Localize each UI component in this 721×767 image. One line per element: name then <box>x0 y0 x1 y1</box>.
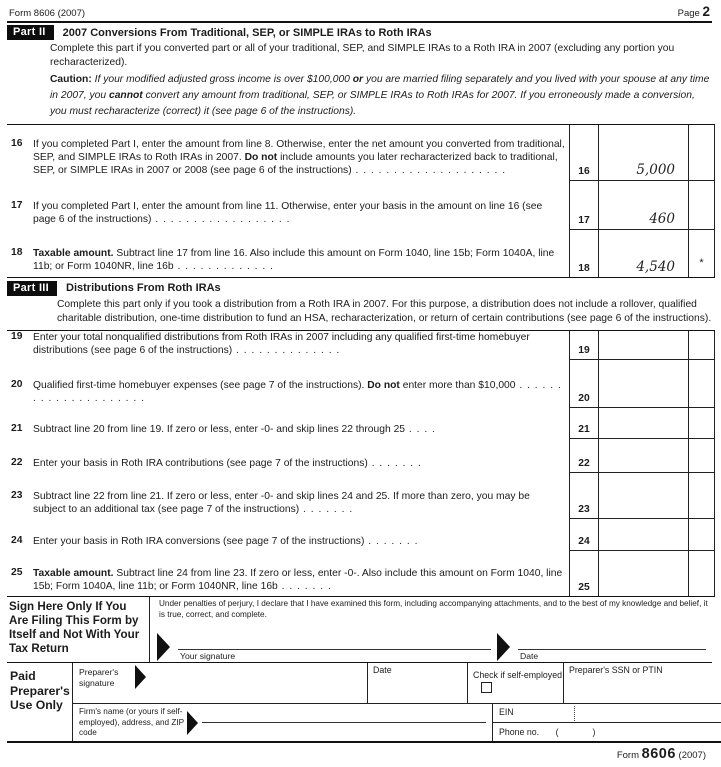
line-22-box-label: 22 <box>569 439 599 473</box>
line-25-number: 25 <box>11 566 23 578</box>
line-20-box-label: 20 <box>569 360 599 408</box>
sign-here-section <box>7 597 712 663</box>
line-24-box-label: 24 <box>569 519 599 551</box>
line-22-text: Enter your basis in Roth IRA contributions (see page 7 of the instructions) . . . . . . . <box>33 457 422 469</box>
page-footer: Form 8606 (2007) <box>616 746 706 763</box>
line-18-amount-field[interactable]: 4,540 <box>599 230 689 277</box>
page-indicator: Page 2 <box>677 4 710 19</box>
line-22-number: 22 <box>11 456 23 468</box>
line-16-amount-field[interactable]: 5,000 <box>599 125 689 181</box>
paid-preparer-label: Paid Preparer's Use Only <box>7 663 73 741</box>
dot-leader: . . . . . . . <box>299 503 354 515</box>
line-21-cents-field[interactable] <box>689 408 715 439</box>
line-20-row <box>7 360 715 408</box>
line-19-text: Enter your total nonqualified distributions from Roth IRAs in 2007 including any qualified first-time homebuyer distributions (see page 6 of the instructions) . . . . . . . . . . . . . . <box>33 331 530 356</box>
line-16-box-label: 16 <box>569 125 599 181</box>
line-19-amount-field[interactable] <box>599 331 689 360</box>
part3-line-table <box>7 330 715 597</box>
line-21-number: 21 <box>11 422 23 434</box>
firm-name-label: Firm's name (or yours if self-employed), address, and ZIP code <box>79 707 184 737</box>
part3-badge: Part III <box>7 281 57 296</box>
line-21-amount-field[interactable] <box>599 408 689 439</box>
footer-form-number: 8606 <box>641 746 676 763</box>
line-24-cents-field[interactable] <box>689 519 715 551</box>
part3-header <box>7 281 712 296</box>
paid-preparer-section <box>7 663 721 743</box>
line-25-cents-field[interactable] <box>689 551 715 596</box>
signature-arrow-icon <box>157 633 170 661</box>
dot-leader: . . . . . . . . . . . . . . <box>232 344 341 356</box>
part2-title: 2007 Conversions From Traditional, SEP, or SIMPLE IRAs to Roth IRAs <box>62 26 432 39</box>
line-25-text: Taxable amount. Subtract line 24 from line 23. If zero or less, enter -0-. Also include this amount on Form 1040, line 15b; Form 1040A, line 11b; or Form 1040NR, line 16b . . . . . . . <box>33 567 563 592</box>
line-23-amount-field[interactable] <box>599 473 689 519</box>
page-header <box>7 3 712 21</box>
self-employed-checkbox[interactable] <box>481 682 492 693</box>
phone-field[interactable]: Phone no. ( ) <box>499 726 596 737</box>
perjury-statement: Under penalties of perjury, I declare that I have examined this form, including accompanying attachments, and to the best of my knowledge and belief, it is true, correct, and complete. <box>159 599 708 619</box>
date-arrow-icon <box>497 633 510 661</box>
line-16-text: If you completed Part I, enter the amount from line 8. Otherwise, enter the net amount you converted from traditional, SEP, and SIMPLE IRAs to Roth IRAs in 2007. Do not include amounts you later recharacterized back to traditional, SEP, or SIMPLE IRAs in 2007 or 2008 (see page 6 of the instructions) . . . . . . . . . . . . . . . . . . . . <box>33 138 565 177</box>
preparer-ssn-label: Preparer's SSN or PTIN <box>569 665 663 676</box>
line-23-cents-field[interactable] <box>689 473 715 519</box>
part2-caution: Caution: If your modified adjusted gross income is over $100,000 or you are married filing separately and you lived with your spouse at any time in 2007, you cannot convert any amount from traditional, SEP, or SIMPLE IRAs to Roth IRAs for 2007. If you erroneously made a conversion, you must recharacterize (correct) it (see page 6 of the instructions). <box>50 74 710 117</box>
part2-badge: Part II <box>7 25 54 40</box>
firm-name-arrow-icon <box>187 711 198 735</box>
part3-intro: Complete this part only if you took a distribution from a Roth IRA in 2007. For this purpose, a distribution does not include a rollover, qualified charitable distribution, one-time distribution to fund an HSA, recharacterization, or return of certain contributions (see page 6 of the instructions). <box>57 298 712 325</box>
line-18-number: 18 <box>11 247 23 259</box>
part2-intro: Complete this part if you converted part or all of your traditional, SEP, and SIMPLE IRAs to a Roth IRA in 2007 (excluding any portion you recharacterized). <box>50 43 675 68</box>
line-23-text: Subtract line 22 from line 21. If zero or less, enter -0- and skip lines 24 and 25. If more than zero, you may be subject to an additional tax (see page 7 of the instructions) . . . . . . . <box>33 490 530 515</box>
line-23-box-label: 23 <box>569 473 599 519</box>
form-id-label: Form 8606 (2007) <box>9 8 86 19</box>
preparer-date-field[interactable] <box>367 663 467 703</box>
line-17-cents-field[interactable] <box>689 181 715 230</box>
line-17-amount-field[interactable]: 460 <box>599 181 689 230</box>
line-17-text: If you completed Part I, enter the amount from line 11. Otherwise, enter your basis in the amount on line 16 (see page 6 of the instructions) . . . . . . . . . . . . . . . . . . <box>33 201 543 226</box>
line-25-row <box>7 551 715 596</box>
dot-leader: . . . . <box>405 423 436 435</box>
ein-divider <box>574 706 575 721</box>
line-24-row <box>7 519 715 551</box>
page-number: 2 <box>702 4 710 19</box>
header-rule <box>7 21 712 23</box>
line-24-text: Enter your basis in Roth IRA conversions (see page 7 of the instructions) . . . . . . . <box>33 535 419 547</box>
dot-leader: . . . . . . . . . . . . . . . . . . <box>151 214 291 226</box>
line-24-amount-field[interactable] <box>599 519 689 551</box>
dot-leader: . . . . . . . <box>364 535 419 547</box>
dot-leader: . . . . . . . <box>277 580 332 592</box>
line-23-row <box>7 473 715 519</box>
dot-leader: . . . . . . . . . . . . . . . . . . . . . <box>33 379 562 404</box>
line-20-cents-field[interactable] <box>689 360 715 408</box>
dot-leader: . . . . . . . <box>367 457 422 469</box>
line-25-amount-field[interactable] <box>599 551 689 596</box>
phone-label: Phone no. <box>499 726 540 737</box>
line-18-box-label: 18 <box>569 230 599 277</box>
self-employed-cell <box>467 663 563 703</box>
line-24-number: 24 <box>11 534 23 546</box>
line-18-text: Taxable amount. Subtract line 17 from line 16. Also include this amount on Form 1040, line 15b; Form 1040A, line 11b; or Form 1040NR, line 16b . . . . . . . . . . . . . <box>33 248 555 273</box>
line-19-cents-field[interactable] <box>689 331 715 360</box>
line-20-amount-field[interactable] <box>599 360 689 408</box>
line-16-number: 16 <box>11 137 23 149</box>
line-19-number: 19 <box>11 330 23 342</box>
line-17-row <box>7 181 715 230</box>
part2-line-table <box>7 124 715 278</box>
preparer-signature-label: Preparer's signature <box>79 667 119 688</box>
signature-date-label: Date <box>520 651 539 662</box>
line-21-box-label: 21 <box>569 408 599 439</box>
line-21-row <box>7 408 715 439</box>
part2-header <box>7 25 712 40</box>
line-16-cents-field[interactable] <box>689 125 715 181</box>
line-22-cents-field[interactable] <box>689 439 715 473</box>
dot-leader: . . . . . . . . . . . . . <box>173 261 274 273</box>
sign-here-label: Sign Here Only If You Are Filing This Form by Itself and Not With Your Tax Return <box>7 597 150 662</box>
dot-leader: . . . . . . . . . . . . . . . . . . . . <box>351 165 507 177</box>
line-25-box-label: 25 <box>569 551 599 596</box>
ein-label: EIN <box>499 707 514 718</box>
line-23-number: 23 <box>11 489 23 501</box>
line-19-box-label: 19 <box>569 331 599 360</box>
line-18-cents-field[interactable]: * <box>689 230 715 277</box>
firm-name-field[interactable] <box>202 722 486 723</box>
line-16-row <box>7 125 715 181</box>
line-17-number: 17 <box>11 200 23 212</box>
preparer-ssn-field[interactable] <box>563 663 721 703</box>
line-18-row <box>7 230 715 277</box>
line-21-text: Subtract line 20 from line 19. If zero or less, enter -0- and skip lines 22 through 25 . . . . <box>33 423 436 435</box>
caution-label: Caution: <box>50 74 92 86</box>
line-19-row <box>7 331 715 360</box>
your-signature-label: Your signature <box>180 651 236 662</box>
part3-title: Distributions From Roth IRAs <box>66 282 221 295</box>
line-17-box-label: 17 <box>569 181 599 230</box>
line-20-text: Qualified first-time homebuyer expenses (see page 7 of the instructions). Do not enter more than $10,000 . . . . . . . . . . . . . . . . . . . . . <box>33 379 562 404</box>
line-20-number: 20 <box>11 378 23 390</box>
ein-field[interactable] <box>493 704 721 723</box>
preparer-date-label: Date <box>373 665 392 676</box>
line-22-row <box>7 439 715 473</box>
self-employed-label: Check if self-employed <box>473 670 562 681</box>
line-22-amount-field[interactable] <box>599 439 689 473</box>
preparer-signature-arrow-icon <box>135 665 146 689</box>
